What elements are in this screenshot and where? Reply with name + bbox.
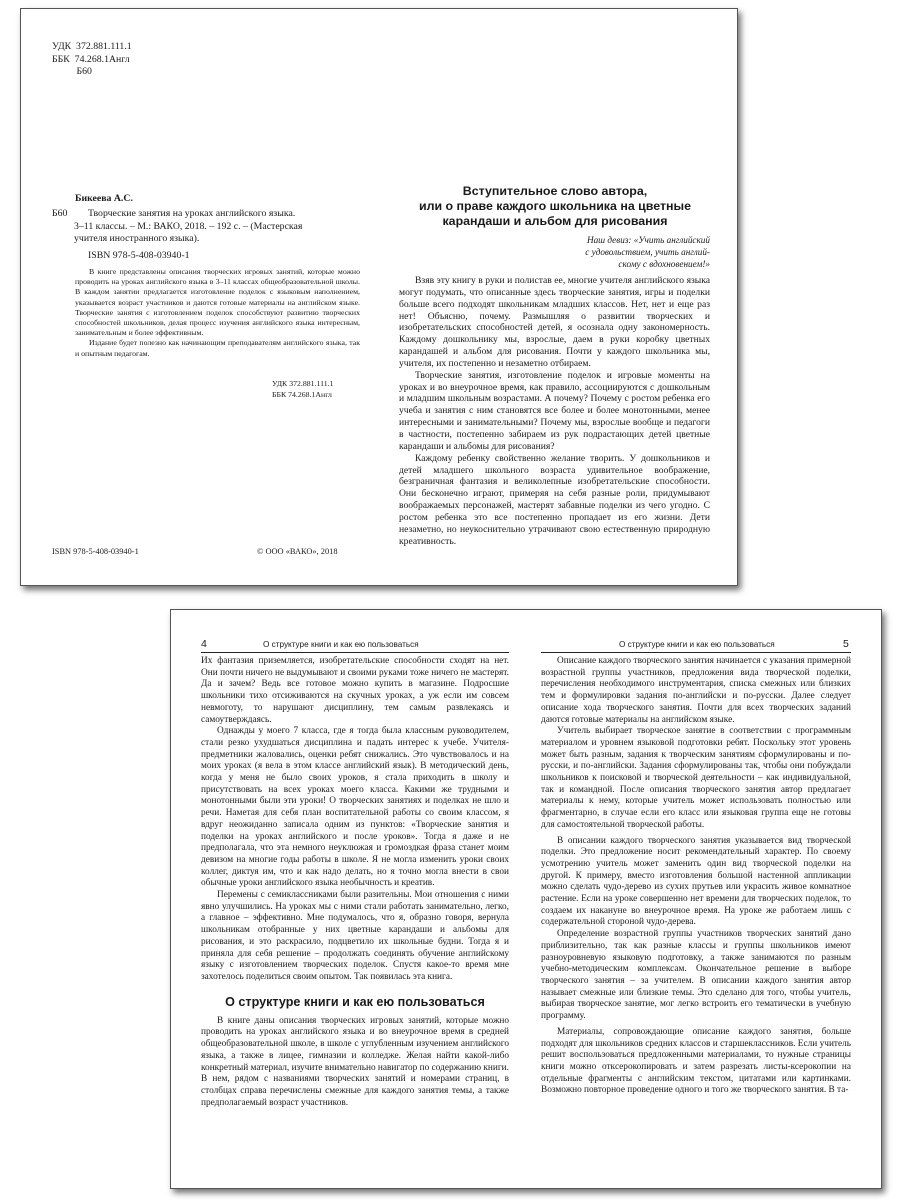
abstract (75, 267, 360, 359)
title-line: Вступительное слово автора, (462, 184, 648, 198)
paragraph: Перемены с семиклассниками были разительны. Мои отношения с ними явно улучшились. На уроках мы с ними стали работать занимательно, легко, а главное – эффективно. Мне подумалось, что я, образно говоря, вернула школьникам отобранные у них цветные карандаши и альбомы для рисования, и это раскрасило, подцветило их школьные будни. Тогда я и приняла для себя решение – продолжать соединять обучение английскому языку с изготовлением творческих поделок. Спустя какое-то время мне захотелось поделиться своим опытом. Так появилась эта книга. (201, 890, 509, 982)
running-head: О структуре книги и как ею пользоваться (263, 640, 419, 649)
section-title: О структуре книги и как ею пользоваться (225, 994, 485, 1009)
top-book-spread (20, 8, 738, 586)
desc-line: учителя иностранного языка). (74, 233, 200, 245)
page-4-text (201, 656, 509, 1109)
page-4 (171, 610, 527, 1190)
author-name: Бикеева А.С. (75, 193, 133, 204)
footer-isbn: ISBN 978-5-408-03940-1 (52, 547, 139, 556)
udk-right: УДК 372.881.111.1 (272, 379, 334, 388)
motto (500, 235, 710, 270)
paragraph: Учитель выбирает творческое занятие в соответствии с программным материалом и уровнем языковой подготовки ребят. Поскольку этот уровень может быть разным, задания к творческим занятиям сформулированы и по-русски, и по-английски. Задания сформулированы так, чтобы они побуждали школьников к поисковой и творческой деятельности – как индивидуальной, так и командной. После описания творческого занятия автор предлагает материалы к нему, которые учитель может использовать полностью или фрагментарно, в случае если его класс или языковая группа еще не готовы для самостоятельной творческой работы. (541, 726, 851, 830)
isbn: ISBN 978-5-408-03940-1 (88, 250, 190, 261)
motto-line: скому с вдохновением!» (618, 258, 710, 269)
copyright: © ООО «ВАКО», 2018 (257, 547, 338, 556)
page-5-text (541, 656, 851, 1097)
paragraph: Каждому ребенку свойственно желание творить. У дошкольников и детей младшего школьного возраста удивительное воображение, безграничная фантазия и великолепные изобретательские способности. Они бесконечно играют, примеряя на себя разные роли, придумывают воображаемых персонажей, мастерят забавные поделки из чего угодно. С ростом ребенка это все постепенно пропадает из его жизни. Дети незаметно, но неукоснительно утрачивают свою естественную природную креативность. (399, 452, 710, 547)
book-description (74, 208, 358, 246)
paragraph: В описании каждого творческого занятия указывается вид творческой поделки. Это предложение носит рекомендательный характер. По своему усмотрению учитель может заменить один вид творческой поделки на другой. К примеру, вместо изготовления большой настенной аппликации можно сделать чудо-дерево из сухих прутьев или украсить живое комнатное растение. Если на уроке совершенно нет времени для творческих поделок, то создаем их накануне во внеурочное время. На уроке же работаем лишь с содержательной стороной чудо-дерева. (541, 835, 851, 928)
udk-line: УДК 372.881.111.1 (52, 41, 132, 52)
foreword-text (399, 275, 710, 547)
page-number: 5 (843, 638, 849, 650)
bbk-line: ББК 74.268.1Англ (52, 53, 130, 65)
paragraph: Их фантазия приземляется, изобретательские способности сходят на нет. Они почти ничего не выдумывают и своими руками тоже ничего не мастерят. Да и зачем? Ведь все готовое можно купить в магазине. Подросшие школьники тихо отсиживаются на скучных уроках, а уж если им совсем невмоготу, то нарушают дисциплину, тем самым развлекаясь и самоутверждаясь. (201, 656, 509, 725)
paragraph: В книге даны описания творческих игровых занятий, которые можно проводить на уроках английского языка и во внеурочное время в средней общеобразовательной школе, в школе с углубленным изучением английского языка, а также в лицее, гимназии и колледже. Желая найти какой-либо конкретный материал, изучите внимательно навигатор по содержанию книги. В нем, рядом с названиями творческих занятий и номерами страниц, в столбцах справа перечислены смежные для каждого занятия темы, а также предполагаемый возраст участников. (201, 1015, 509, 1108)
motto-line: Наш девиз: «Учить английский (586, 235, 710, 245)
imprint-page (21, 9, 380, 587)
title-line: карандаши и альбом для рисования (442, 214, 668, 228)
bottom-book-spread (170, 609, 882, 1189)
page-number: 4 (201, 638, 207, 650)
title-line: или о праве каждого школьника на цветные (418, 199, 691, 213)
header-rule (541, 652, 851, 653)
running-head: О структуре книги и как ею пользоваться (619, 640, 775, 649)
foreword-page (380, 9, 739, 587)
motto-line: с удовольствием, учить англий- (585, 246, 710, 257)
abstract-paragraph: В книге представлены описания творческих игровых занятий, которые можно проводить на уроках английского языка в 3–11 классах общеобразовательной школы. В каждом занятии предлагается изготовление поделок с языковым наполнением, указывается возраст участников и даются готовые материалы на английском языке. Творческие занятия с изготовлением поделок способствуют развитию творческих способностей школьников, делая процесс изучения английского языка интересным, занимательным и более эффективным. (75, 267, 360, 338)
desc-line: 3–11 классы. – М.: ВАКО, 2018. – 192 с. – (Мастерская (74, 220, 303, 232)
paragraph: Взяв эту книгу в руки и полистав ее, многие учителя английского языка могут подумать, что описанные здесь творческие занятия, игры и поделки больше всего подходят школьникам младших классов. Нет, нет и еще раз нет! Объясню, почему. Размышляя о развитии творческих и изобретательских способностей детей, я осознала одну закономерность. Каждому дошкольнику мы, взрослые, даем в руки коробку цветных карандашей и альбом для рисования. Почти у каждого школьника мы, учителя, их постепенно и незаметно отбираем. (399, 275, 710, 369)
abstract-paragraph: Издание будет полезно как начинающим преподавателям английского языка, так и опытным педагогам. (75, 338, 360, 358)
page-5 (527, 610, 883, 1190)
author-mark-line: Б60 (52, 66, 92, 78)
paragraph: Однажды у моего 7 класса, где я тогда была классным руководителем, стали резко ухудшаться дисциплина и падать интерес к учебе. Учителя-предметники жаловались, оценки ребят снижались. Это чувствовалось и на моих уроках (я вела в этом классе английский язык). В методический день, когда у меня не было своих уроков, я стала приходить в школу и присутствовать на всех уроках моего класса. Какими же трудными и монотонными были эти уроки! О творческих занятиях и поделках не шло и речи. Наметая для себя план воспитательной работы со своим классом, я вдруг неожиданно записала одним из пунктов: «Творческие занятия и поделки на уроках английского и после уроков». Тогда я даже и не предполагала, что эта немного неуклюжая и громоздкая фраза станет моим девизом на многие годы работы в школе. Я не могла изменить уроки своих коллег, диктуя им, что и как надо делать, но я точно могла внести в свои обычные уроки английского языка необычность и креатив. (201, 726, 509, 889)
bbk-right: ББК 74.268.1Англ (272, 390, 332, 399)
udk-block (52, 41, 132, 79)
classification-code: Б60 (52, 208, 68, 219)
paragraph: Определение возрастной группы участников творческих занятий дано приблизительно, так как разные классы и группы школьников имеют разноуровневую языковую подготовку, а также занимаются по разным учебно-методическим комплексам. Окончательное решение в выборе творческого занятия – за учителем. В описании каждого занятия автор называет смежные или близкие темы. Это сделано для того, чтобы учитель, выбирая творческое занятие, мог легко встроить его тематически в учебную программу. (541, 929, 851, 1022)
paragraph: Описание каждого творческого занятия начинается с указания примерной возрастной группы участников, предложения вида творческой поделки, перечисления необходимого инструментария, списка смежных или близких тем и формулировки задания по-английски и по-русски. Далее следует описание хода творческого занятия. Почти для всех творческих заданий даются готовые материалы на английском языке. (541, 656, 851, 725)
desc-line: Творческие занятия на уроках английского языка. (88, 208, 296, 219)
paragraph: Творческие занятия, изготовление поделок и игровые моменты на уроках и во внеурочное время, как правило, ассоциируются с дошкольным и младшим школьным возрастами. А почему? Почему с ростом ребенка его учеба и занятия с ним становятся все более и более монотонными, менее интересными и занимательными? Почему мы, взрослые вообще и педагоги в частности, постепенно забираем из рук подрастающих детей цветные карандаши и альбомы для рисования? (399, 369, 710, 452)
paragraph: Материалы, сопровождающие описание каждого занятия, больше подходят для школьников средних классов и старшеклассников. Если учитель решит воспользоваться предложенными материалами, то нужные страницы книги можно откcерокопировать и затем разрезать листы-ксерокопии на отдельные фрагменты с английским текстом, цитатами или картинками. Возможно повторное проведение одного и того же творческого занятия. В та- (541, 1026, 851, 1096)
header-rule (201, 652, 509, 653)
foreword-title (400, 184, 710, 229)
